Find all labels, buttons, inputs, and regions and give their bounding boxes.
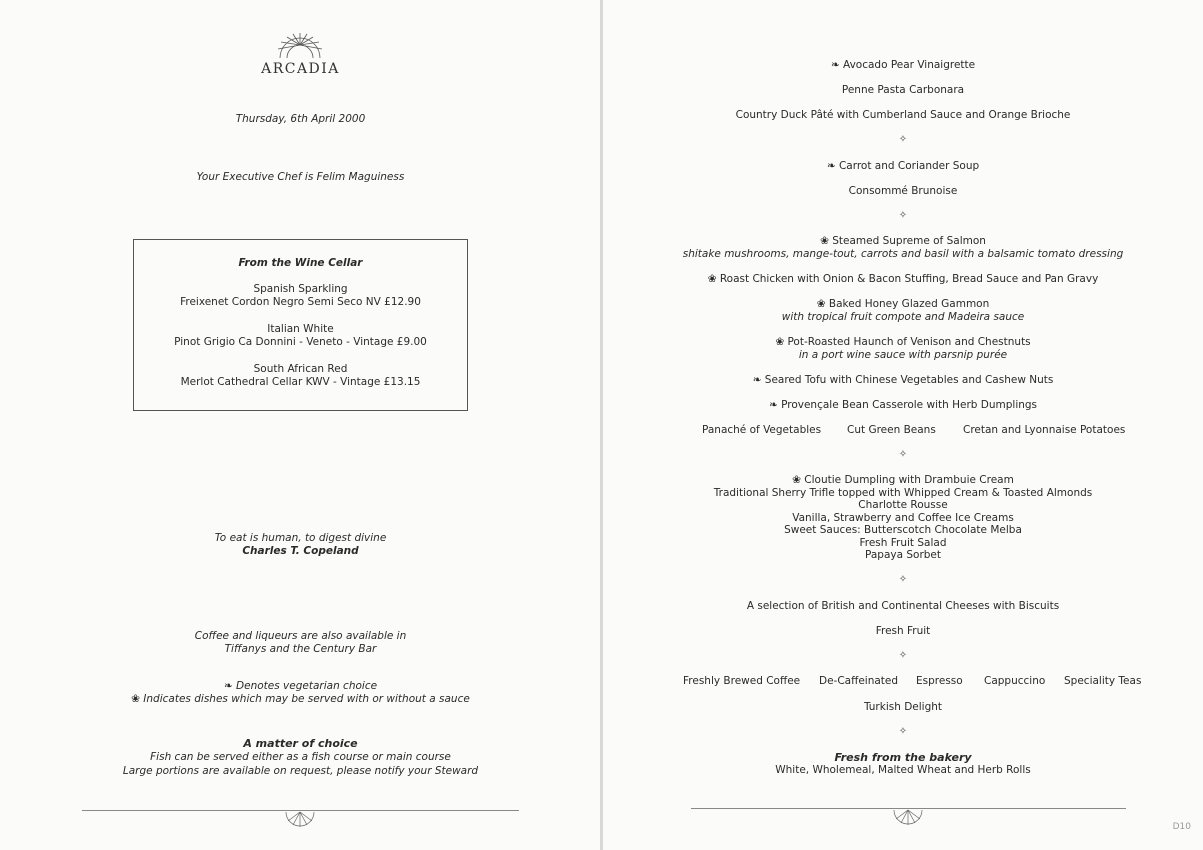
bakery-item: White, Wholemeal, Malted Wheat and Herb Rolls: [775, 764, 1031, 776]
course-separator-icon: ✧: [898, 134, 908, 145]
sunburst-footer-icon: [890, 809, 926, 827]
sauce-note: ❀ Indicates dishes which may be served with or without a sauce: [131, 693, 470, 705]
quote: To eat is human, to digest divine: [214, 532, 387, 544]
dessert-item: Charlotte Rousse: [858, 499, 948, 511]
quote-author: Charles T. Copeland: [242, 545, 359, 557]
wine-cellar-box: [133, 239, 468, 411]
menu-item: A selection of British and Continental Cheeses with Biscuits: [746, 600, 1060, 612]
coffee-note: Coffee and liqueurs are also available in: [194, 630, 407, 642]
course-separator-icon: ✧: [898, 210, 908, 221]
bakery-title: Fresh from the bakery: [834, 751, 972, 764]
side-item: Cut Green Beans: [847, 424, 936, 436]
side-item: Panaché of Vegetables: [702, 424, 822, 436]
logo-text: ARCADIA: [261, 61, 340, 77]
wine-category: Italian White: [267, 323, 334, 335]
dessert-item: Sweet Sauces: Butterscotch Chocolate Melba: [784, 524, 1022, 536]
wine-category: Spanish Sparkling: [253, 283, 348, 295]
menu-item: ❀ Roast Chicken with Onion & Bacon Stuffing, Bread Sauce and Pan Gravy: [707, 273, 1099, 285]
wine-detail: Merlot Cathedral Cellar KWV - Vintage £13.15: [180, 376, 421, 388]
wine-detail: Pinot Grigio Ca Donnini - Veneto - Vintage £9.00: [174, 336, 427, 348]
wine-detail: Freixenet Cordon Negro Semi Seco NV £12.90: [180, 296, 421, 308]
left-page: [0, 0, 601, 850]
drink-item: Speciality Teas: [1064, 675, 1142, 687]
drink-item: Espresso: [916, 675, 963, 687]
dessert-item: Traditional Sherry Trifle topped with Whipped Cream & Toasted Almonds: [713, 487, 1093, 499]
choice-note: Large portions are available on request, please notify your Steward: [122, 765, 479, 777]
dessert-item: ❀ Cloutie Dumpling with Drambuie Cream: [792, 474, 1014, 486]
side-item: Cretan and Lyonnaise Potatoes: [963, 424, 1126, 436]
menu-item: ❀ Pot-Roasted Haunch of Venison and Chestnuts: [775, 336, 1031, 348]
menu-item: ❧ Seared Tofu with Chinese Vegetables and Cashew Nuts: [752, 374, 1054, 386]
course-separator-icon: ✧: [898, 574, 908, 585]
menu-item: ❀ Baked Honey Glazed Gammon: [816, 298, 990, 310]
menu-item-description: with tropical fruit compote and Madeira sauce: [781, 311, 1025, 323]
dessert-item: Vanilla, Strawberry and Coffee Ice Creams: [792, 512, 1014, 524]
right-page: [603, 0, 1203, 850]
page-code: D10: [1172, 822, 1191, 832]
menu-item: Country Duck Pâté with Cumberland Sauce and Orange Brioche: [735, 109, 1071, 121]
chef-line: Your Executive Chef is Felim Maguiness: [196, 171, 405, 183]
drink-item: De-Caffeinated: [819, 675, 899, 687]
drink-item: Cappuccino: [984, 675, 1046, 687]
menu-item: Penne Pasta Carbonara: [841, 84, 965, 96]
menu-item: ❧ Carrot and Coriander Soup: [826, 160, 980, 172]
course-separator-icon: ✧: [898, 650, 908, 661]
dessert-item: Papaya Sorbet: [864, 549, 942, 561]
drink-item: Freshly Brewed Coffee: [683, 675, 801, 687]
sunburst-footer-icon: [282, 811, 318, 829]
sunburst-logo-icon: [275, 32, 325, 60]
menu-item: Turkish Delight: [863, 701, 943, 713]
menu-item-description: shitake mushrooms, mange-tout, carrots and basil with a balsamic tomato dressing: [682, 248, 1124, 260]
dessert-item: Fresh Fruit Salad: [859, 537, 947, 549]
choice-note: Fish can be served either as a fish course or main course: [150, 751, 451, 763]
wine-category: South African Red: [253, 363, 348, 375]
vegetarian-note: ❧ Denotes vegetarian choice: [223, 680, 378, 692]
coffee-note: Tiffanys and the Century Bar: [224, 643, 377, 655]
wine-title: From the Wine Cellar: [238, 257, 363, 269]
menu-date: Thursday, 6th April 2000: [235, 113, 366, 125]
menu-item: Consommé Brunoise: [848, 185, 958, 197]
choice-title: A matter of choice: [243, 737, 358, 750]
menu-item: ❧ Provençale Bean Casserole with Herb Dumplings: [768, 399, 1038, 411]
course-separator-icon: ✧: [898, 449, 908, 460]
menu-item: ❧ Avocado Pear Vinaigrette: [830, 59, 976, 71]
menu-item-description: in a port wine sauce with parsnip purée: [798, 349, 1008, 361]
menu-item: Fresh Fruit: [875, 625, 931, 637]
course-separator-icon: ✧: [898, 726, 908, 737]
menu-item: ❀ Steamed Supreme of Salmon: [820, 235, 986, 247]
